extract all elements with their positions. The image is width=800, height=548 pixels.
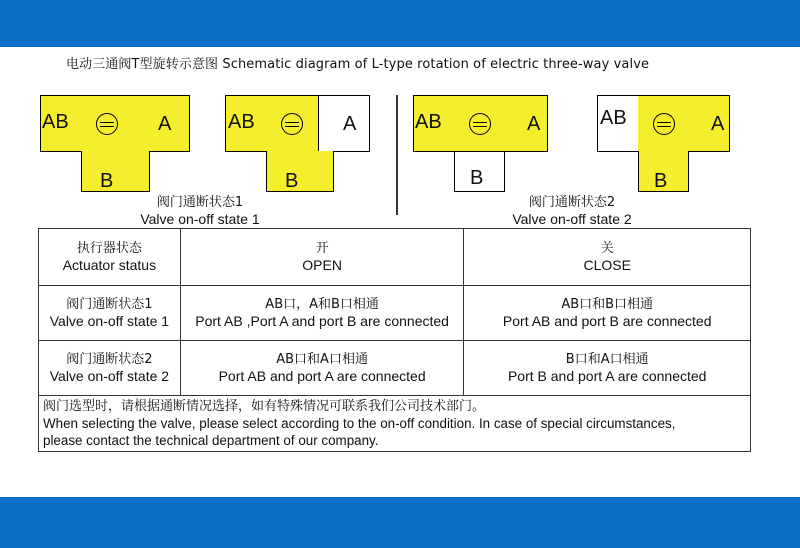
port-ab-label: AB: [228, 111, 255, 133]
valve-diagram-state2-open: [413, 95, 548, 192]
state1-caption-zh: 阀门通断状态1: [156, 195, 244, 210]
row-label-cell: [39, 341, 181, 396]
header-open-cell: [180, 229, 464, 286]
row2-open-zh: AB口和A口相通: [276, 352, 368, 367]
row1-close-cell: [464, 286, 751, 341]
state2-caption-en: Valve on-off state 2: [512, 211, 632, 227]
state1-caption-en: Valve on-off state 1: [140, 211, 260, 227]
table-note-row: [39, 396, 751, 452]
port-b-label: B: [654, 170, 668, 192]
port-a-cell: [504, 95, 548, 152]
port-b-label: B: [285, 170, 299, 192]
row2-close-cell: [464, 341, 751, 396]
note-en-line1: When selecting the valve, please select according to the on-off condition. In case of special circumstances,: [43, 416, 676, 431]
valve-diagram-state2-close: [597, 95, 730, 192]
valve-knob-icon: [281, 113, 303, 135]
table-row: [39, 286, 751, 341]
state-divider: [396, 95, 398, 215]
port-b-label: B: [100, 170, 114, 192]
row1-close-zh: AB口和B口相通: [561, 297, 654, 312]
valve-diagram-state1-open: [40, 95, 190, 192]
state1-caption: [115, 194, 285, 228]
header-close-cell: [464, 229, 751, 286]
state2-caption: [487, 194, 657, 228]
port-b-label: B: [470, 167, 484, 189]
row1-label-zh: 阀门通断状态1: [66, 297, 153, 312]
table-header-row: [39, 229, 751, 286]
row2-close-en: Port B and port A are connected: [507, 368, 707, 384]
valve-diagram-state1-close: [225, 95, 370, 192]
row2-open-cell: [180, 341, 464, 396]
header-open-en: OPEN: [302, 257, 342, 273]
row1-close-en: Port AB and port B are connected: [502, 313, 712, 329]
table-row: [39, 341, 751, 396]
header-close-zh: 关: [600, 241, 614, 256]
valve-knob-icon: [653, 113, 675, 135]
port-b-cell: [266, 151, 334, 192]
actuator-status-table: [38, 228, 751, 452]
note-en-line2: please contact the technical department of our company.: [43, 433, 379, 448]
state2-caption-zh: 阀门通断状态2: [528, 195, 616, 210]
port-a-label: A: [711, 113, 725, 135]
row-label-cell: [39, 286, 181, 341]
header-close-en: CLOSE: [583, 257, 631, 273]
top-banner: [0, 0, 800, 47]
port-ab-label: AB: [42, 111, 69, 133]
header-cell: [39, 229, 181, 286]
port-a-label: A: [158, 113, 172, 135]
valve-knob-icon: [96, 113, 118, 135]
row2-close-zh: B口和A口相通: [565, 352, 649, 367]
note-zh: 阀门选型时，请根据通断情况选择，如有特殊情况可联系我们公司技术部门。: [43, 399, 486, 414]
port-b-cell: [81, 151, 150, 192]
bottom-banner: [0, 497, 800, 548]
port-a-label: A: [527, 113, 541, 135]
row1-open-cell: [180, 286, 464, 341]
header-open-zh: 开: [315, 241, 329, 256]
row1-open-en: Port AB ,Port A and port B are connected: [195, 313, 449, 329]
row1-open-zh: AB口，A和B口相通: [265, 297, 379, 312]
row2-label-zh: 阀门通断状态2: [66, 352, 153, 367]
valve-knob-icon: [469, 113, 491, 135]
header-zh: 执行器状态: [76, 241, 142, 256]
row2-label-en: Valve on-off state 2: [49, 368, 170, 384]
page-title: 电动三通阀T型旋转示意图 Schematic diagram of L-type rotation of electric three-way valve: [66, 57, 650, 72]
note-cell: [39, 396, 751, 452]
row2-open-en: Port AB and port A are connected: [218, 368, 426, 384]
port-ab-label: AB: [415, 111, 442, 133]
row1-label-en: Valve on-off state 1: [49, 313, 170, 329]
port-a-label: A: [343, 113, 357, 135]
port-ab-label: AB: [600, 107, 627, 129]
header-en: Actuator status: [62, 257, 157, 273]
